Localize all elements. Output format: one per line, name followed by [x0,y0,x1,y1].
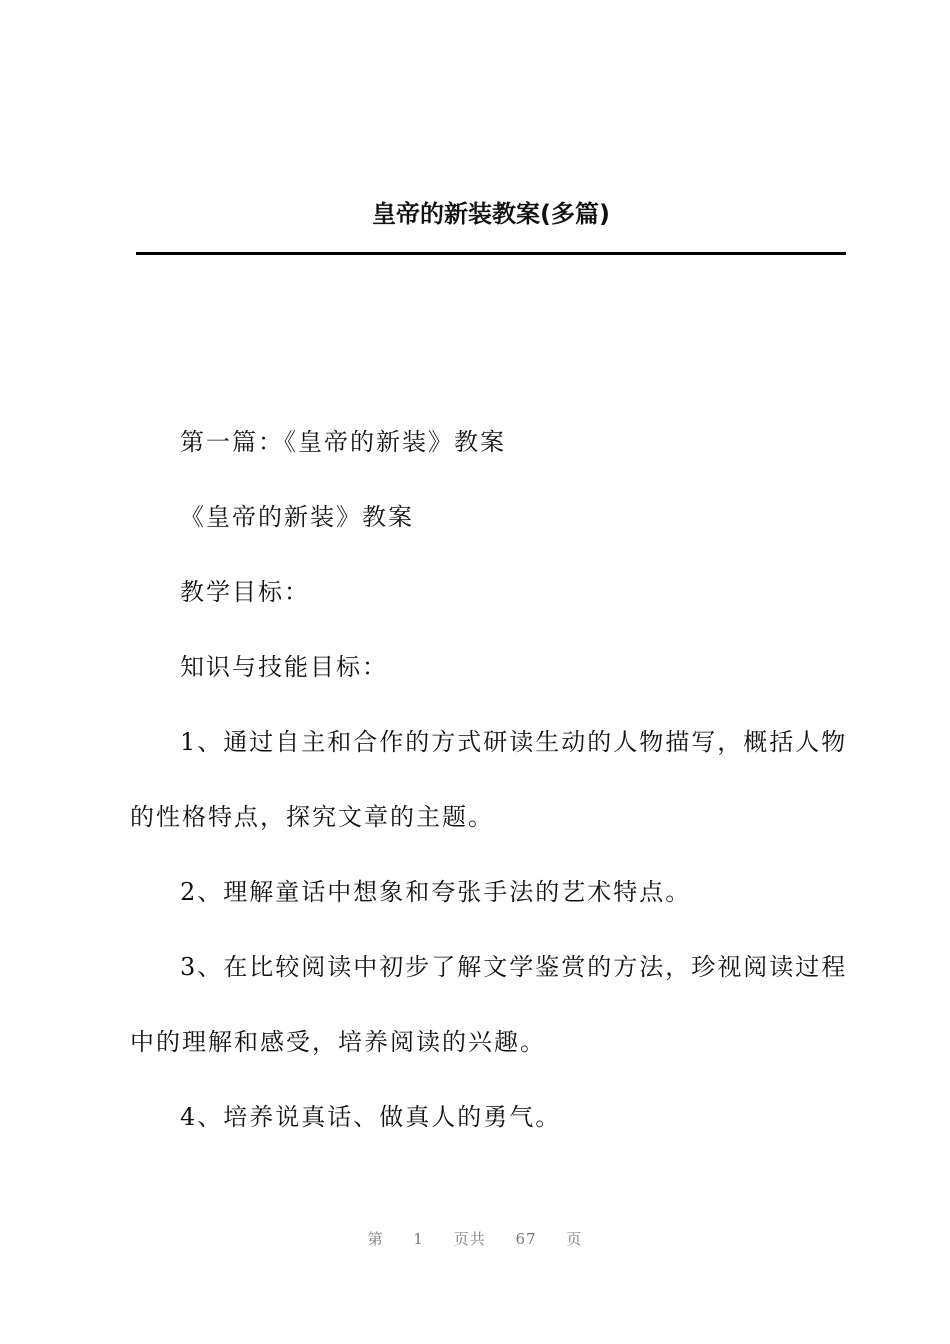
paragraph-goal-3-line2: 中的理解和感受，培养阅读的兴趣。 [130,1028,546,1056]
footer-prefix: 第 [367,1230,384,1248]
paragraph-goal-3 [130,930,848,1080]
title-underline [136,252,846,255]
paragraph-goal-4: 4、培养说真话、做真人的勇气。 [180,1103,562,1131]
paragraph-teaching-goals: 教学目标： [180,578,310,606]
footer-current-page: 1 [413,1230,424,1248]
section-heading: 第一篇：《皇帝的新装》教案 [180,428,506,456]
document-title: 皇帝的新装教案(多篇) [372,200,610,228]
subtitle: 《皇帝的新装》教案 [180,503,414,531]
footer-total-pages: 67 [515,1230,537,1248]
page-footer [0,1228,950,1249]
paragraph-goal-1-line2: 的性格特点，探究文章的主题。 [130,803,494,831]
paragraph-goal-1-line1: 1、通过自主和合作的方式研读生动的人物描写，概括人物 [180,728,848,756]
paragraph-goal-3-line1: 3、在比较阅读中初步了解文学鉴赏的方法，珍视阅读过程 [180,953,848,981]
footer-suffix: 页 [566,1230,583,1248]
paragraph-goal-2: 2、理解童话中想象和夸张手法的艺术特点。 [180,878,692,906]
footer-middle: 页共 [453,1230,486,1248]
paragraph-knowledge-goals: 知识与技能目标： [180,653,388,681]
paragraph-goal-1 [130,705,848,855]
